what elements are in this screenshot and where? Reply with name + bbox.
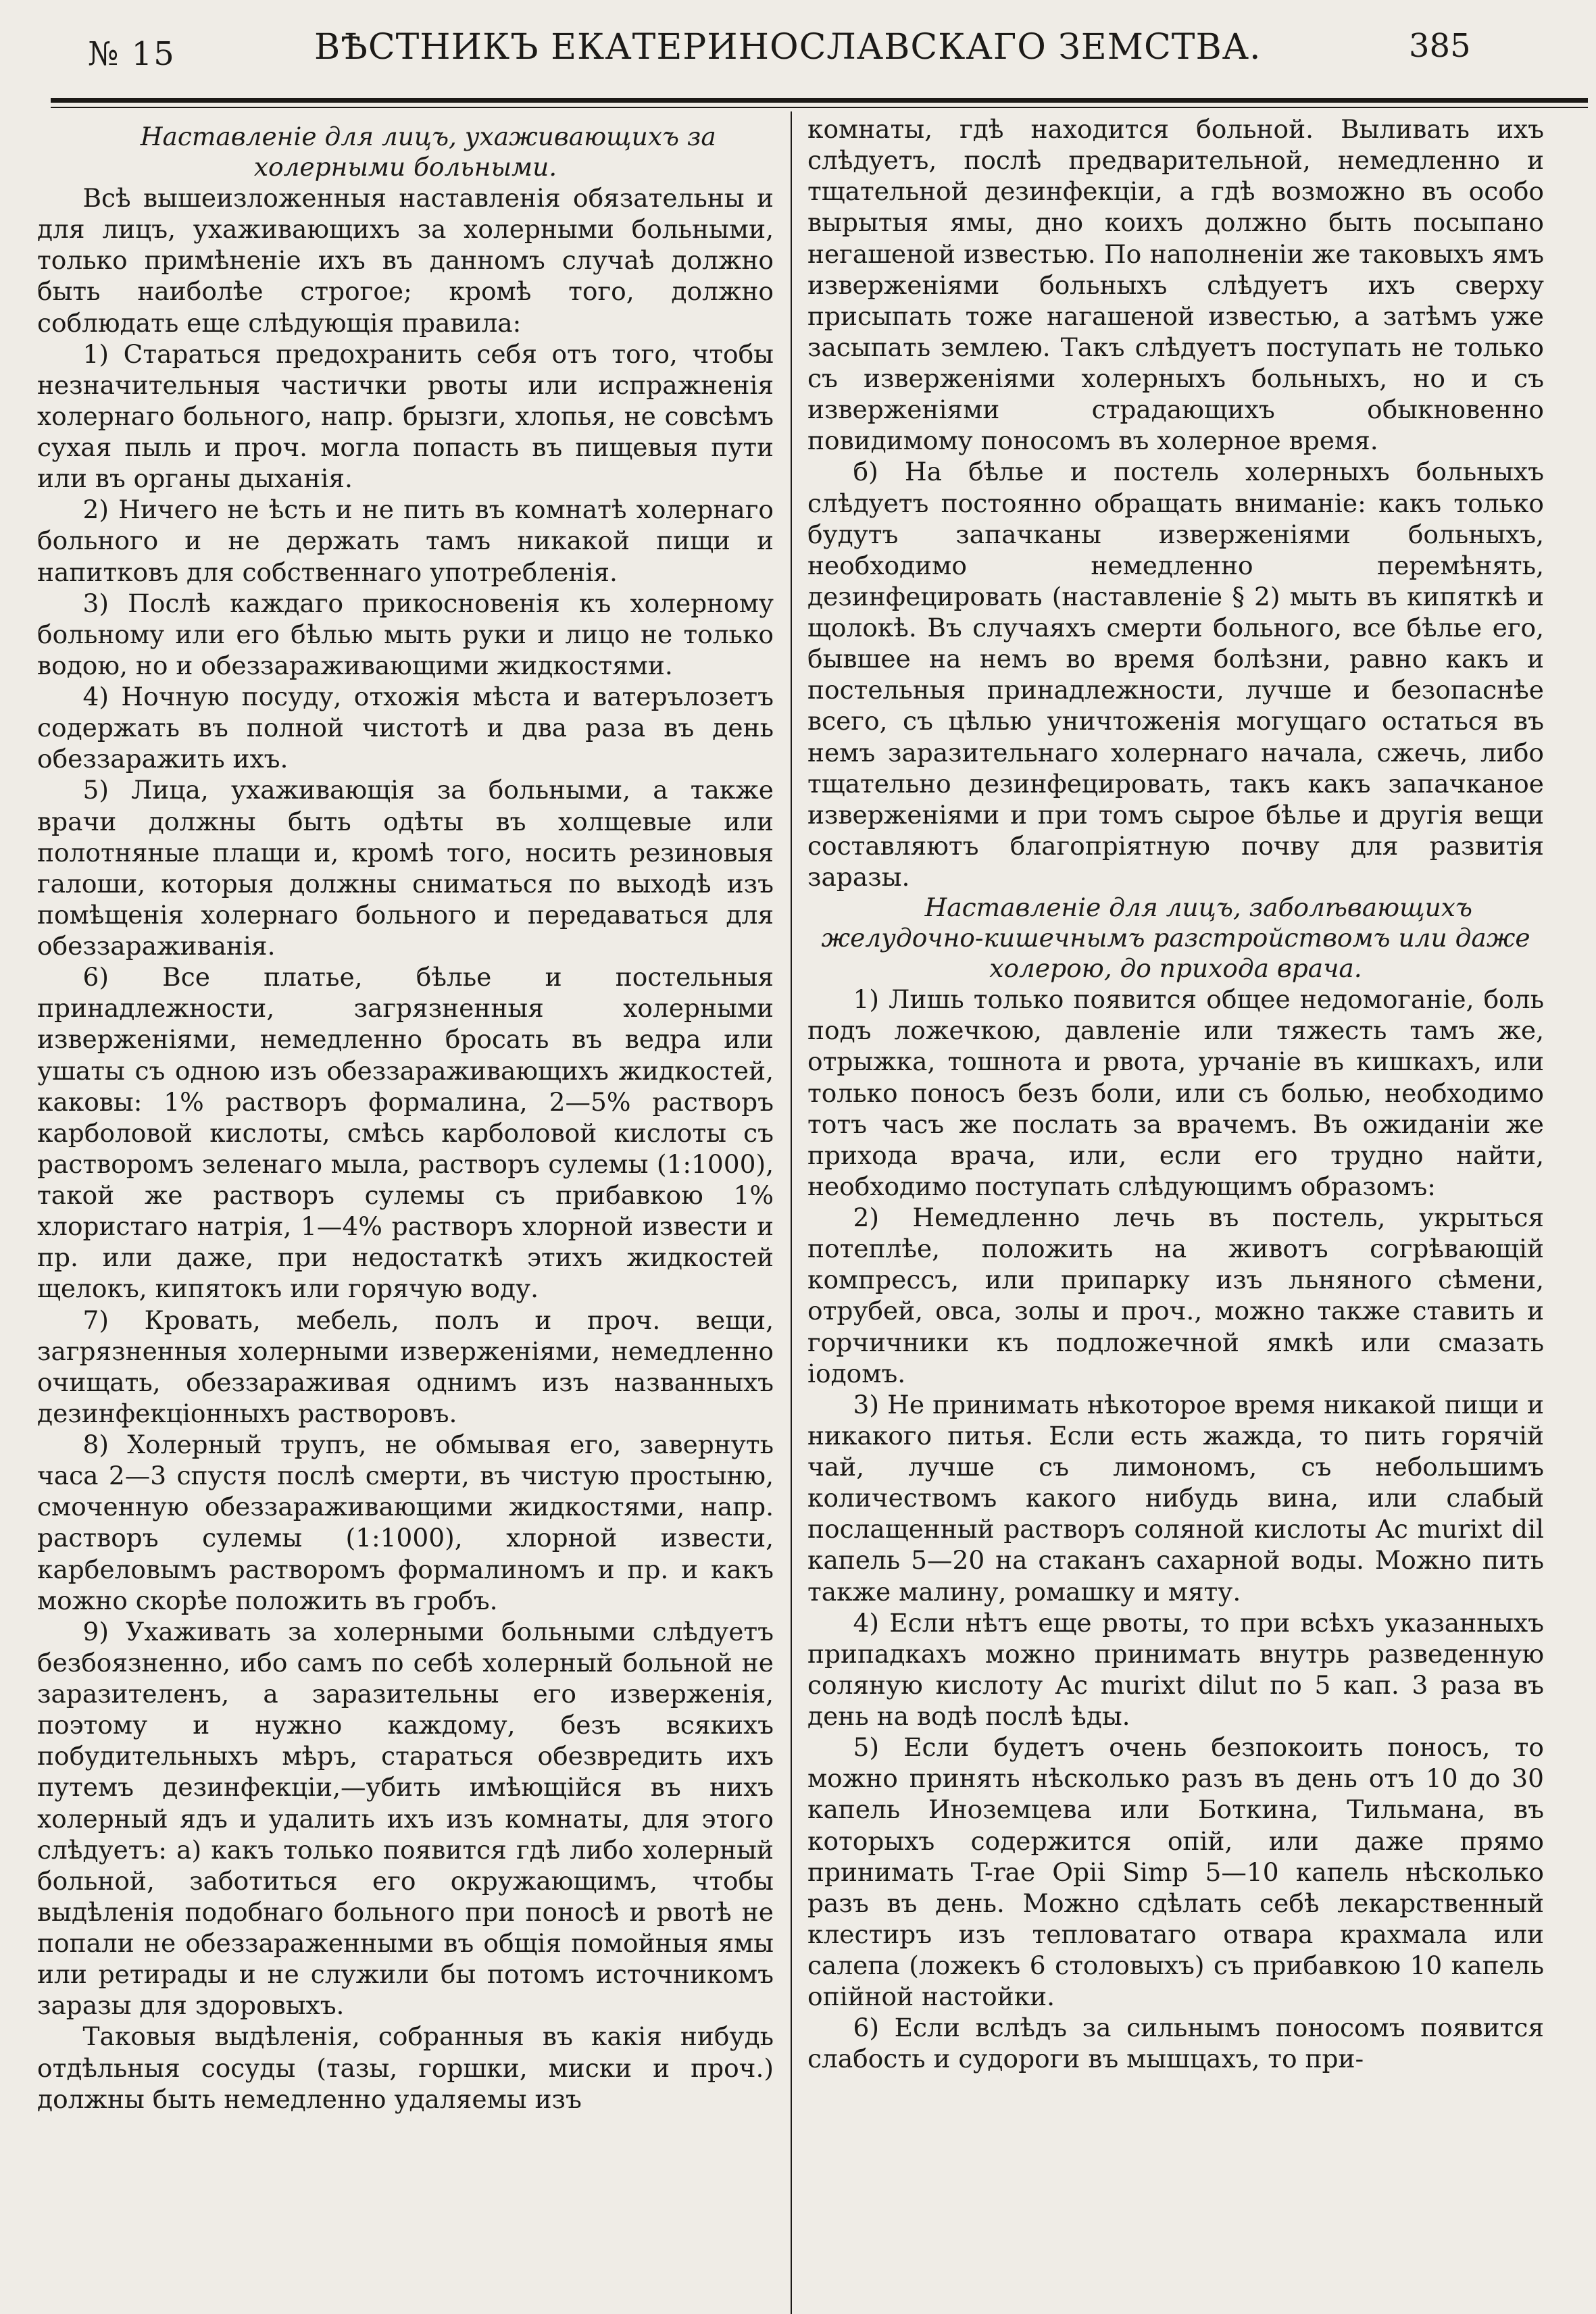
paragraph: 2) Ничего не ѣсть и не пить въ комнатѣ холернаго больного и не держать тамъ никакой пищи и напитковъ для собственнаго употребленія. (37, 495, 774, 587)
left-column (37, 122, 774, 2311)
paragraph: 9) Ухаживать за холерными больными слѣдуетъ безбоязненно, ибо самъ по себѣ холерный больной не заразителенъ, а заразительны его изверженія, поэтому и нужно каждому, безъ всякихъ побудительныхъ мѣръ, стараться обезвредить ихъ путемъ дезинфекціи,—убить имѣющійся въ нихъ холерный ядъ и удалить ихъ изъ комнаты, для этого слѣдуетъ: а) какъ только появится гдѣ либо холерный больной, заботиться его окружающимъ, чтобы выдѣленія подобнаго больного при поносѣ и рвотѣ не попали не обеззараженными въ общія помойныя ямы или ретирады и не служили бы потомъ источникомъ заразы для здоровыхъ. (37, 1616, 774, 2021)
paragraph: б) На бѣлье и постель холерныхъ больныхъ слѣдуетъ постоянно обращать вниманіе: какъ только будутъ запачканы изверженіями больныхъ, необходимо немедленно перемѣнять, дезинфецировать (наставленіе § 2) мыть въ кипяткѣ и щолокѣ. Въ случаяхъ смерти больного, все бѣлье его, бывшее на немъ во время болѣзни, равно какъ и постельныя принадлежности, лучше и безопаснѣе всего, съ цѣлью уничтоженія могущаго остаться въ немъ заразительнаго холернаго начала, сжечь, либо тщательно дезинфецировать, такъ какъ запачканое изверженіями и при томъ сырое бѣлье и другія вещи составляютъ благопріятную почву для развитія заразы. (807, 457, 1544, 892)
paragraph: 1) Стараться предохранить себя отъ того, чтобы незначительныя частички рвоты или испражненія холернаго больного, напр. брызги, хлопья, не совсѣмъ сухая пыль и проч. могла попасть въ пищевыя пути или въ органы дыханія. (37, 338, 774, 494)
paragraph: 5) Если будетъ очень безпокоить поносъ, то можно принять нѣсколько разъ въ день отъ 10 до 30 капель Иноземцева или Боткина, Тильмана, въ которыхъ содержится опій, или даже прямо принимать T-rae Opii Simp 5—10 капель нѣсколько разъ въ день. Можно сдѣлать себѣ лекарственный клестиръ изъ тепловатаго отвара крахмала или салепа (ложекъ 6 столовыхъ) съ прибавкою 10 капель опійной настойки. (807, 1732, 1544, 2012)
paragraph: 2) Немедленно лечь въ постель, укрыться потеплѣе, положить на животъ согрѣвающій компрессъ, или припарку изъ льняного сѣмени, отрубей, овса, золы и проч., можно также ставить и горчичники къ подложечной ямкѣ или смазать іодомъ. (807, 1203, 1544, 1388)
section-heading-patients: Наставленіе для лицъ, заболѣвающихъ желудочно-кишечнымъ разстройствомъ или даже холерою, до прихода врача. (821, 892, 1530, 984)
issue-number: № 15 (88, 35, 176, 73)
header-rule-thin (51, 107, 1588, 108)
paragraph-continuation: комнаты, гдѣ находится больной. Выливать ихъ слѣдуетъ, послѣ предварительной, немедленно и тщательной дезинфекціи, а гдѣ возможно въ особо вырытыя ямы, дно коихъ должно быть посыпано негашеной известью. По наполненіи же таковыхъ ямъ изверженіями больныхъ слѣдуетъ ихъ сверху присыпать тоже нагашеной известью, а затѣмъ уже засыпать землею. Такъ слѣдуетъ поступать не только съ изверженіями холерныхъ больныхъ, но и съ изверженіями страдающихъ обыкновенно повидимому поносомъ въ холерное время. (807, 114, 1544, 456)
paragraph: Всѣ вышеизложенныя наставленія обязательны и для лицъ, ухаживающихъ за холерными больными, только примѣненіе ихъ въ данномъ случаѣ должно быть наиболѣе строгое; кромѣ того, должно соблюдать еще слѣдующія правила: (37, 183, 774, 338)
paragraph: 3) Не принимать нѣкоторое время никакой пищи и никакого питья. Если есть жажда, то пить горячій чай, лучше съ лимономъ, съ небольшимъ количествомъ какого нибудь вина, или слабый послащенный растворъ соляной кислоты Ac murixt dil капель 5—20 на стаканъ сахарной воды. Можно пить также малину, ромашку и мяту. (807, 1389, 1544, 1607)
page-number: 385 (1409, 27, 1471, 65)
paragraph: 5) Лица, ухаживающія за больными, а также врачи должны быть одѣты въ холщевые или полотняные плащи и, кромѣ того, носить резиновыя галоши, которыя должны сниматься по выходѣ изъ помѣщенія холернаго больного и передаваться для обеззараживанія. (37, 775, 774, 961)
paragraph: 7) Кровать, мебель, полъ и проч. вещи, загрязненныя холерными изверженіями, немедленно очищать, обеззараживая однимъ изъ названныхъ дезинфекціонныхъ растворовъ. (37, 1305, 774, 1428)
journal-title: ВѢСТНИКЪ ЕКАТЕРИНОСЛАВСКАГО ЗЕМСТВА. (314, 27, 1262, 68)
section-heading-caregivers: Наставленіе для лицъ, ухаживающихъ за холерными больными. (140, 122, 716, 182)
paragraph: 6) Все платье, бѣлье и постельныя принадлежности, загрязненныя холерными изверженіями, немедленно бросать въ ведра или ушаты съ одною изъ обеззараживающихъ жидкостей, каковы: 1% растворъ формалина, 2—5% растворъ карболовой кислоты, смѣсь карболовой кислоты съ растворомъ зеленаго мыла, растворъ сулемы (1:1000), такой же растворъ сулемы съ прибавкою 1% хлористаго натрія, 1—4% растворъ хлорной извести и пр. или даже, при недостаткѣ этихъ жидкостей щелокъ, кипятокъ или горячую воду. (37, 962, 774, 1304)
paragraph: 3) Послѣ каждаго прикосновенія къ холерному больному или его бѣлью мыть руки и лицо не только водою, но и обеззараживающими жидкостями. (37, 588, 774, 680)
paragraph: 6) Если вслѣдъ за сильнымъ поносомъ появится слабость и судороги въ мышцахъ, то при- (807, 2013, 1544, 2074)
paragraph: 8) Холерный трупъ, не обмывая его, завернуть часа 2—3 спустя послѣ смерти, въ чистую простыню, смоченную обеззараживающими жидкостями, напр. растворъ сулемы (1:1000), хлорной извести, карбеловымъ растворомъ формалиномъ и пр. и какъ можно скорѣе положить въ гробъ. (37, 1430, 774, 1615)
right-column (807, 114, 1544, 2303)
paragraph: 4) Ночную посуду, отхожія мѣста и ватерълозетъ содержать въ полной чистотѣ и два раза въ день обеззаражить ихъ. (37, 682, 774, 774)
paragraph: Таковыя выдѣленія, собранныя въ какія нибудь отдѣльныя сосуды (тазы, горшки, миски и проч.) должны быть немедленно удаляемы изъ (37, 2021, 774, 2114)
paragraph: 4) Если нѣтъ еще рвоты, то при всѣхъ указанныхъ припадкахъ можно принимать внутрь разведенную соляную кислоту Ac murixt dilut по 5 кап. 3 раза въ день на водѣ послѣ ѣды. (807, 1607, 1544, 1731)
paragraph: 1) Лишь только появится общее недомоганіе, боль подъ ложечкою, давленіе или тяжесть тамъ же, отрыжка, тошнота и рвота, урчаніе въ кишкахъ, или только поносъ безъ боли, или съ болью, необходимо тотъ часъ же послать за врачемъ. Въ ожиданіи же прихода врача, или, если его трудно найти, необходимо поступать слѣдующимъ образомъ: (807, 984, 1544, 1201)
column-divider (791, 111, 792, 2314)
page-header (0, 0, 1596, 95)
header-rule-thick (51, 98, 1588, 103)
